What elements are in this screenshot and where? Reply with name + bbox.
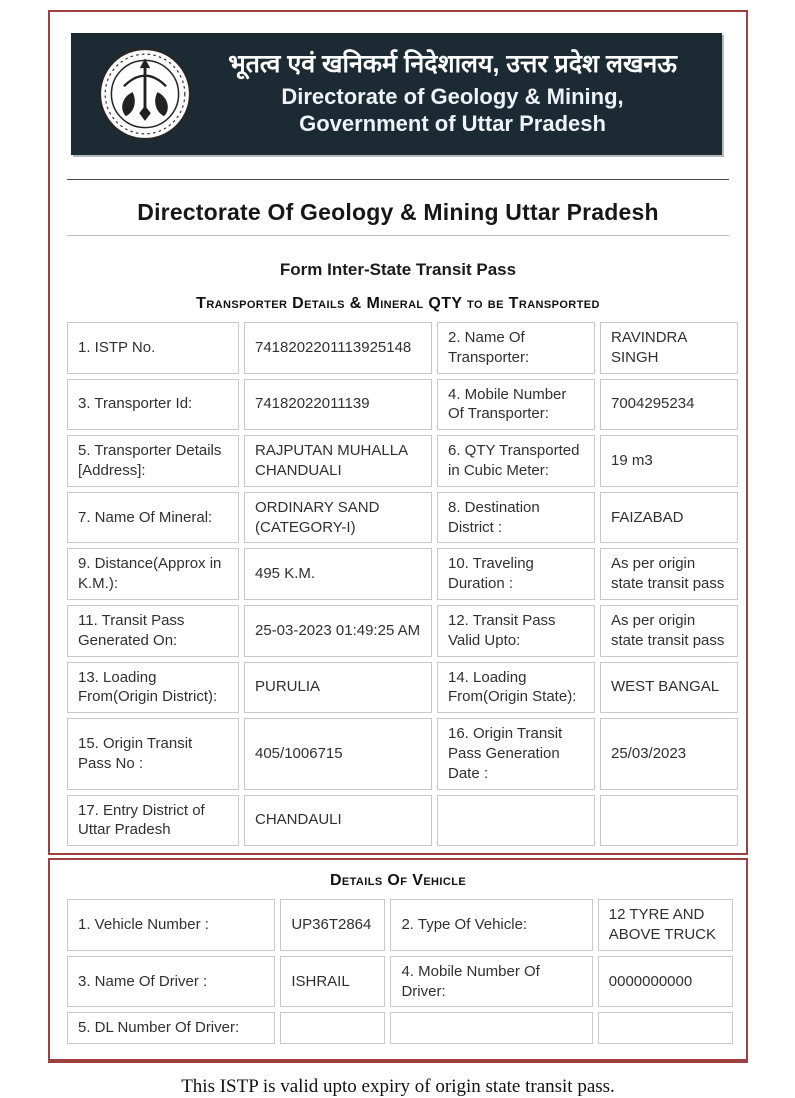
field-value: 7418202201113925148 [244, 322, 432, 374]
field-value: 25-03-2023 01:49:25 AM [244, 605, 432, 657]
field-label: 17. Entry District of Uttar Pradesh [67, 795, 239, 847]
table-row-generated-validupto [67, 605, 738, 657]
vehicle-section-heading: Details Of Vehicle [329, 872, 467, 890]
banner-titles [193, 50, 722, 137]
field-value: 19 m3 [600, 435, 738, 487]
field-label: 12. Transit Pass Valid Upto: [437, 605, 595, 657]
banner-english-line1: Directorate of Geology & Mining, [281, 84, 624, 110]
field-label: 8. Destination District : [437, 492, 595, 544]
form-title: Form Inter-State Transit Pass [279, 260, 517, 279]
field-value: 495 K.M. [244, 548, 432, 600]
field-value: 12 TYRE AND ABOVE TRUCK [598, 899, 733, 951]
field-label: 14. Loading From(Origin State): [437, 662, 595, 714]
field-value: ISHRAIL [280, 956, 385, 1008]
field-label: 1. Vehicle Number : [67, 899, 275, 951]
field-label: 9. Distance(Approx in K.M.): [67, 548, 239, 600]
field-label: 13. Loading From(Origin District): [67, 662, 239, 714]
vehicle-details-table [62, 894, 738, 1049]
spacer-cell [600, 795, 738, 847]
field-value: RAJPUTAN MUHALLA CHANDUALI [244, 435, 432, 487]
field-label: 5. DL Number Of Driver: [67, 1012, 275, 1044]
field-value: ORDINARY SAND (CATEGORY-I) [244, 492, 432, 544]
field-label: 4. Mobile Number Of Driver: [390, 956, 592, 1008]
divider-top [67, 179, 729, 180]
field-label: 4. Mobile Number Of Transporter: [437, 379, 595, 431]
field-label: 15. Origin Transit Pass No : [67, 718, 239, 789]
field-label: 10. Traveling Duration : [437, 548, 595, 600]
field-value: UP36T2864 [280, 899, 385, 951]
table-row-address-qty [67, 435, 738, 487]
field-value-empty [280, 1012, 385, 1044]
page-title: Directorate Of Geology & Mining Uttar Pradesh [137, 199, 659, 225]
field-label: 1. ISTP No. [67, 322, 239, 374]
header-banner [71, 33, 722, 155]
divider-under-title [67, 235, 729, 236]
field-value: 0000000000 [598, 956, 733, 1008]
field-label: 11. Transit Pass Generated On: [67, 605, 239, 657]
table-row-origin-pass [67, 718, 738, 789]
table-row-distance-duration [67, 548, 738, 600]
field-label: 3. Transporter Id: [67, 379, 239, 431]
field-value: FAIZABAD [600, 492, 738, 544]
field-label: 16. Origin Transit Pass Generation Date : [437, 718, 595, 789]
field-label: 2. Name Of Transporter: [437, 322, 595, 374]
table-row-origin-district-state [67, 662, 738, 714]
banner-hindi-title: भूतत्व एवं खनिकर्म निदेशालय, उत्तर प्रदेश लखनऊ [228, 50, 677, 79]
field-value: 74182022011139 [244, 379, 432, 431]
table-row-mineral-destination [67, 492, 738, 544]
transporter-section-heading: Transporter Details & Mineral QTY to be Transported [196, 295, 600, 312]
transporter-details-table [62, 317, 743, 851]
spacer-cell [598, 1012, 733, 1044]
field-value: RAVINDRA SINGH [600, 322, 738, 374]
table-row-driver-name-mobile [67, 956, 733, 1008]
field-value: CHANDAULI [244, 795, 432, 847]
field-value: PURULIA [244, 662, 432, 714]
validity-note: This ISTP is valid upto expiry of origin state transit pass. [181, 1076, 615, 1098]
spacer-cell [390, 1012, 592, 1044]
vehicle-details-box [48, 858, 748, 1063]
field-value-empty [437, 795, 595, 847]
field-label: 3. Name Of Driver : [67, 956, 275, 1008]
field-value: 405/1006715 [244, 718, 432, 789]
banner-english-line2: Government of Uttar Pradesh [299, 110, 606, 136]
field-value: 7004295234 [600, 379, 738, 431]
field-label: 5. Transporter Details [Address]: [67, 435, 239, 487]
table-row-entry-district [67, 795, 738, 847]
field-label: 6. QTY Transported in Cubic Meter: [437, 435, 595, 487]
field-value: As per origin state transit pass [600, 548, 738, 600]
transporter-details-box [48, 10, 748, 855]
field-label: 2. Type Of Vehicle: [390, 899, 592, 951]
table-row-istp-name [67, 322, 738, 374]
up-government-emblem-icon [97, 46, 193, 142]
field-value: 25/03/2023 [600, 718, 738, 789]
field-value: As per origin state transit pass [600, 605, 738, 657]
field-label: 7. Name Of Mineral: [67, 492, 239, 544]
table-row-dl-number [67, 1012, 733, 1044]
table-row-id-mobile [67, 379, 738, 431]
table-row-vehicle-number-type [67, 899, 733, 951]
field-value: WEST BANGAL [600, 662, 738, 714]
